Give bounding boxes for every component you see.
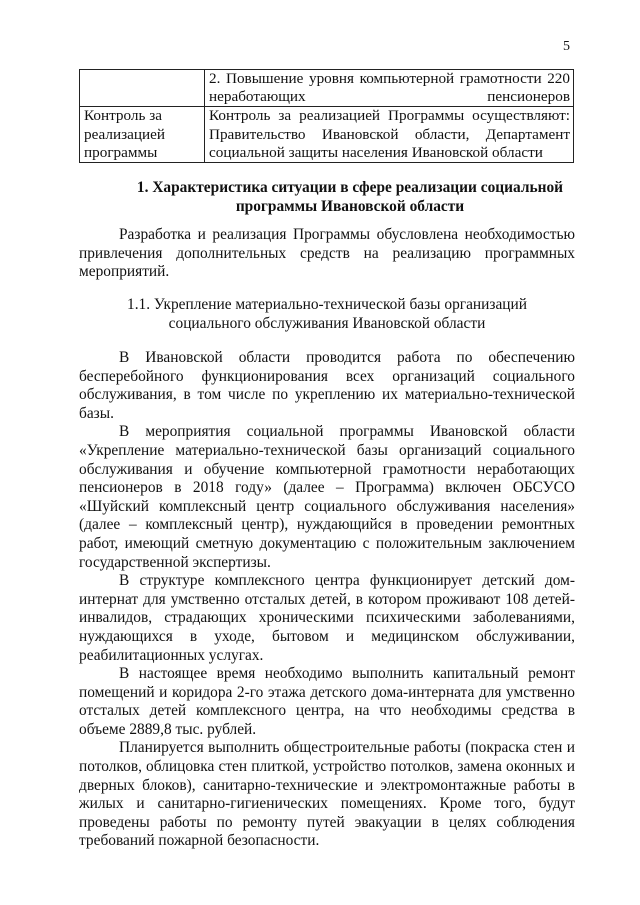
- subsection-heading: [79, 296, 575, 333]
- section-heading: 1. Характеристика ситуации в сфере реализации социальной программы Ивановской области: [136, 179, 564, 215]
- section-intro: [79, 226, 575, 282]
- body-paragraph: В мероприятия социальной программы Ивановской области «Укрепление материально-технической базы организаций социального обслуживания и обучение компьютерной грамотности неработающих пенсионеров в 2018 году» (далее – Программа) включен ОБСУСО «Шуйский комплексный центр социального обслуживания населения» (далее – комплексный центр), нуждающийся в проведении ремонтных работ, имеющий сметную документацию с положительным заключением государственной экспертизы.: [79, 423, 575, 571]
- body-paragraph: В структуре комплексного центра функционирует детский дом-интернат для умственно отсталых детей, в котором проживают 108 детей-инвалидов, страдающих хроническими психическими заболеваниями, нуждающихся в уходе, бытовом и медицинском обслуживании, реабилитационных услугах.: [79, 572, 575, 664]
- table-cell-label: Контроль за реализацией программы: [80, 107, 205, 163]
- table-cell-text: 2. Повышение уровня компьютерной грамотности 220 неработающих пенсионеров: [209, 70, 570, 106]
- subsection-body: [79, 349, 575, 851]
- body-paragraph: В настоящее время необходимо выполнить капитальный ремонт помещений и коридора 2-го этажа детского дома-интерната для умственно отсталых детей комплексного центра, на что необходимы средства в объеме 2889,8 тыс. рублей.: [79, 665, 575, 738]
- subsection-heading-line1: 1.1. Укрепление материально-технической базы организаций: [127, 296, 527, 313]
- table-row: [80, 70, 574, 107]
- table-cell-value: [205, 107, 574, 163]
- subsection-heading-line2: социального обслуживания Ивановской области: [168, 314, 486, 332]
- table-cell-label: [80, 70, 205, 107]
- intro-paragraph: Разработка и реализация Программы обусловлена необходимостью привлечения дополнительных средств на реализацию программных мероприятий.: [79, 226, 575, 281]
- table-cell-text: Контроль за реализацией Программы осуществляют: Правительство Ивановской области, Департамент социальной защиты населения Ивановской области: [209, 107, 570, 161]
- body-paragraph: Планируется выполнить общестроительные работы (покраска стен и потолков, облицовка стен плиткой, устройство потолков, замена оконных и дверных блоков), санитарно-технические и электромонтажные работы в жилых и санитарно-гигиенических помещениях. Кроме того, будут проведены работы по ремонту путей эвакуации в целях соблюдения требований пожарной безопасности.: [79, 739, 575, 850]
- page-number: 5: [563, 39, 570, 54]
- table-cell-value: [205, 70, 574, 107]
- table-row: [80, 107, 574, 163]
- program-passport-table: [79, 69, 574, 163]
- body-paragraph: В Ивановской области проводится работа по обеспечению бесперебойного функционирования всех организаций социального обслуживания, в том числе по укреплению их материально-технической базы.: [79, 349, 575, 422]
